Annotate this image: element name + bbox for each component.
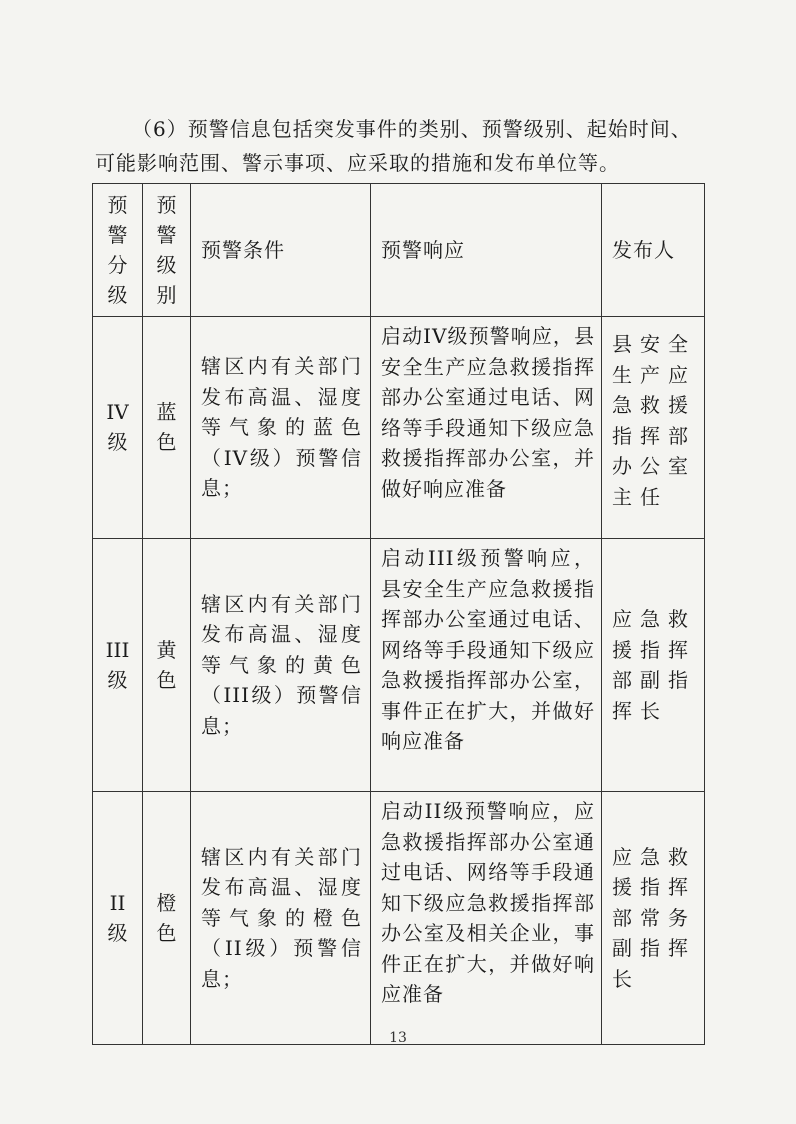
cell-color: 橙色 [143,792,191,1045]
cell-publisher: 应急救援指挥部常务副指挥长 [602,792,705,1045]
table-row [93,539,705,792]
header-publisher: 发布人 [602,184,705,317]
header-color: 预警级别 [143,184,191,317]
cell-color: 黄色 [143,539,191,792]
header-level: 预警分级 [93,184,143,317]
cell-publisher: 县安全生产应急救援指挥部办公室主任 [602,317,705,539]
cell-level: III级 [93,539,143,792]
cell-response: 启动IV级预警响应，县安全生产应急救援指挥部办公室通过电话、网络等手段通知下级应急救援指挥部办公室，并做好响应准备 [371,317,602,539]
intro-line-1: （6）预警信息包括突发事件的类别、预警级别、起始时间、 [132,117,692,141]
intro-line-2: 可能影响范围、警示事项、应采取的措施和发布单位等。 [95,151,620,175]
header-response: 预警响应 [371,184,602,317]
table-header-row [93,184,705,317]
cell-level: II级 [93,792,143,1045]
cell-response: 启动III级预警响应，县安全生产应急救援指挥部办公室通过电话、网络等手段通知下级应急救援指挥部办公室，事件正在扩大，并做好响应准备 [371,539,602,792]
cell-condition: 辖区内有关部门发布高温、湿度等气象的蓝色（IV级）预警信息； [191,317,371,539]
header-condition: 预警条件 [191,184,371,317]
intro-paragraph [95,112,700,180]
table-row [93,792,705,1045]
cell-condition: 辖区内有关部门发布高温、湿度等气象的橙色（II级）预警信息； [191,792,371,1045]
table-row [93,317,705,539]
page-number: 13 [389,1030,407,1046]
cell-color: 蓝色 [143,317,191,539]
cell-level: IV级 [93,317,143,539]
cell-publisher: 应急救援指挥部副指挥长 [602,539,705,792]
warning-level-table [92,183,705,1045]
cell-condition: 辖区内有关部门发布高温、湿度等气象的黄色（III级）预警信息； [191,539,371,792]
cell-response: 启动II级预警响应，应急救援指挥部办公室通过电话、网络等手段通知下级应急救援指挥部办公室及相关企业，事件正在扩大，并做好响应准备 [371,792,602,1045]
